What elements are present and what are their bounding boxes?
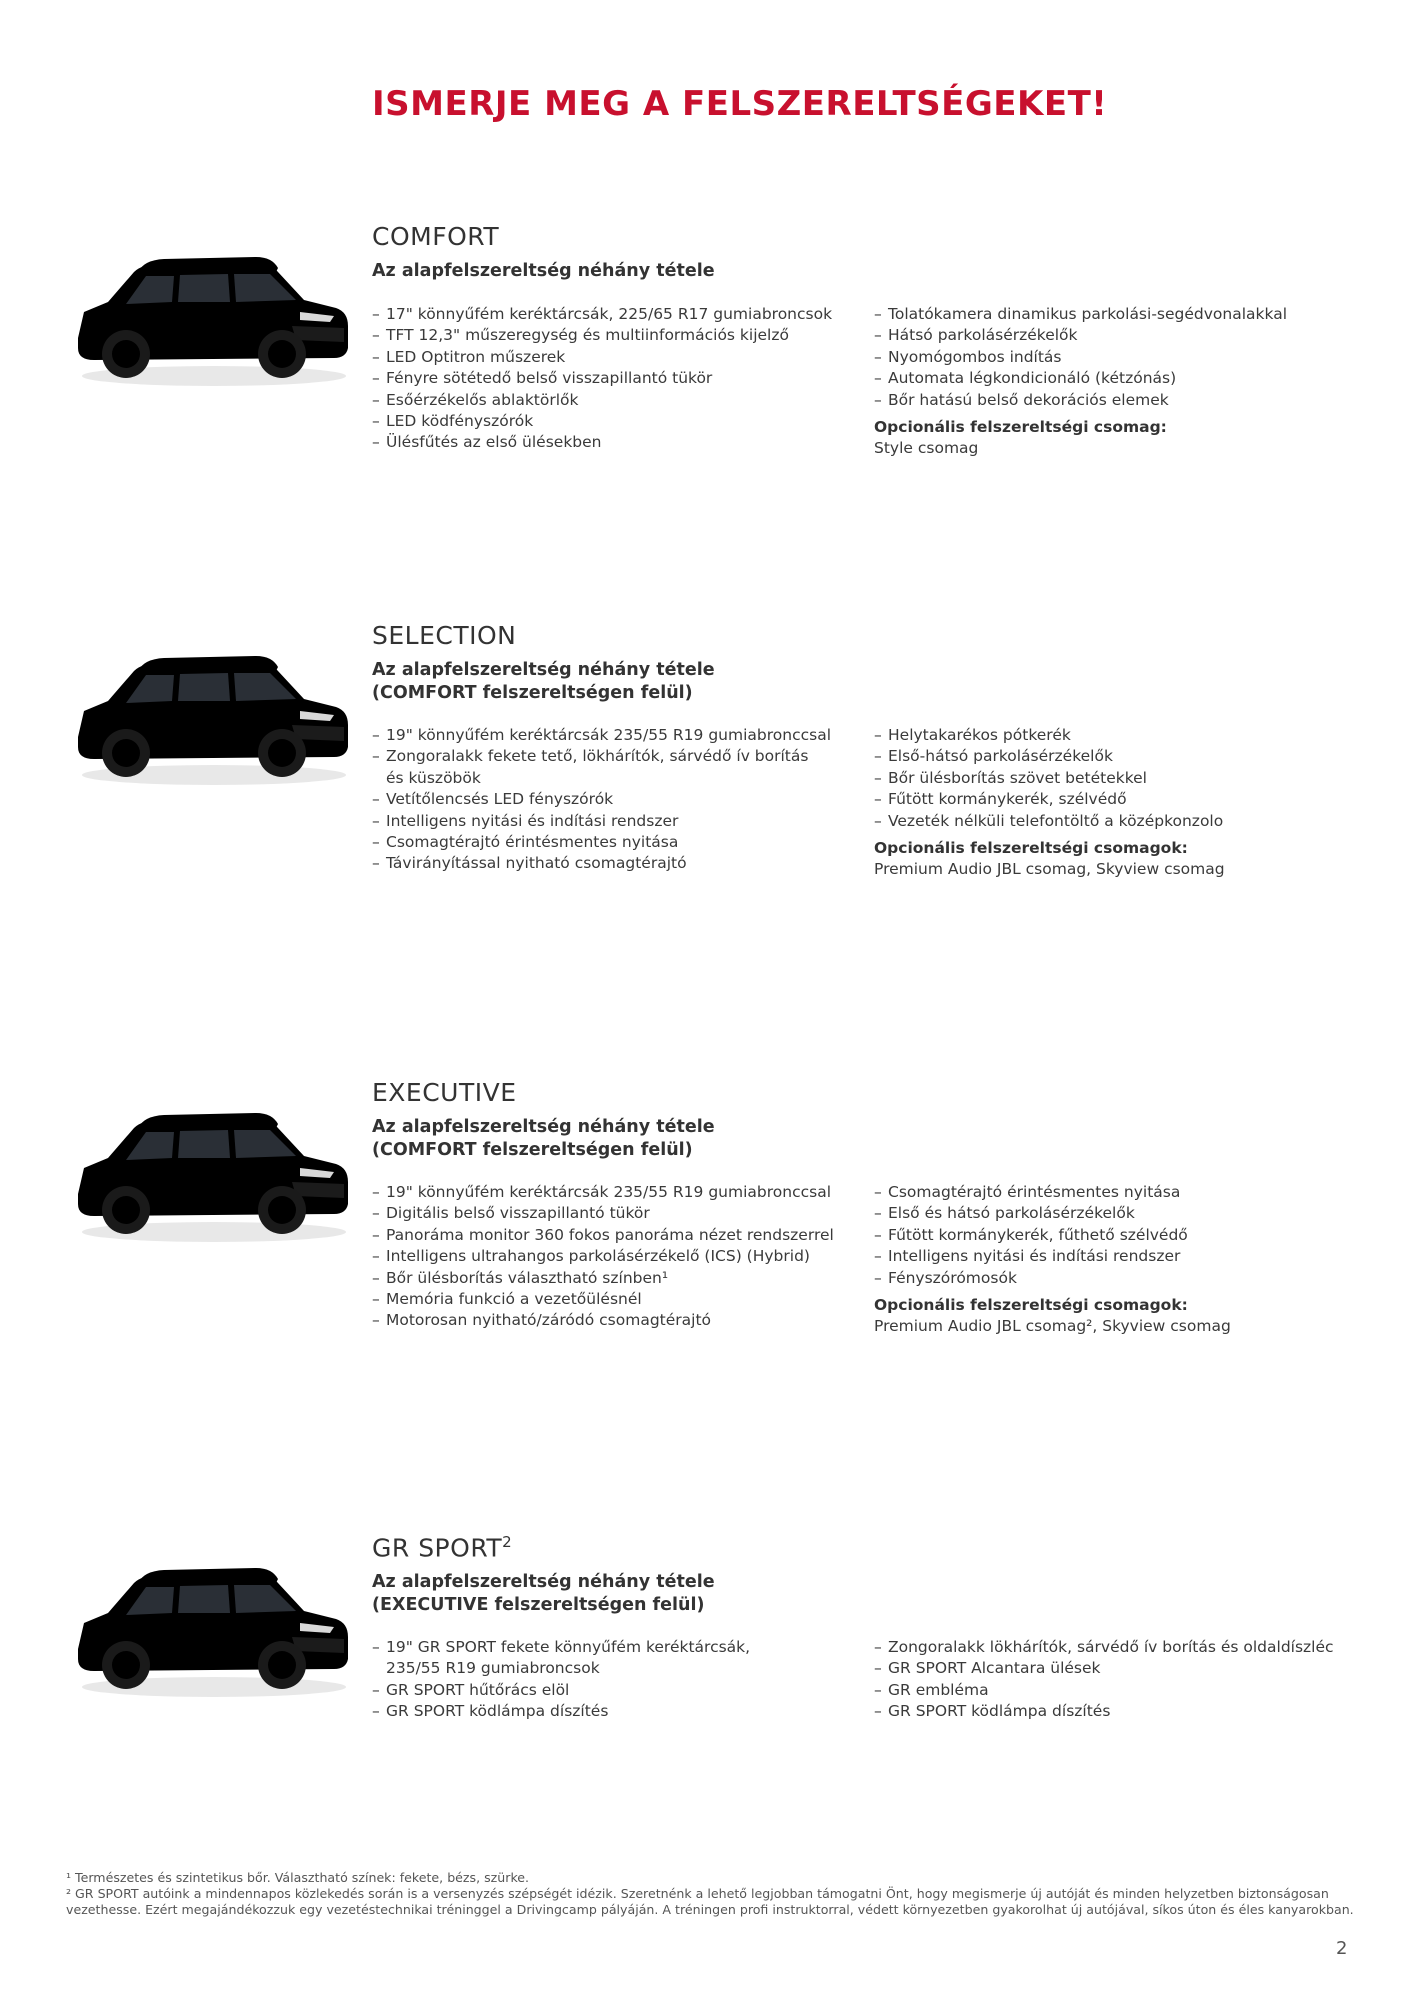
feature-item: – Helytakarékos pótkerék [874,725,1374,746]
feature-item: – LED ködfényszórók [372,411,852,432]
optional-package-list: Premium Audio JBL csomag², Skyview csomag [874,1317,1231,1336]
feature-list-right [874,1182,1374,1289]
page-title: ISMERJE MEG A FELSZERELTSÉGEKET! [372,84,1108,124]
feature-item: – Első és hátsó parkolásérzékelők [874,1203,1374,1224]
feature-list-right [874,725,1374,832]
feature-item: – Első-hátsó parkolásérzékelők [874,746,1374,767]
feature-item: – GR SPORT Alcantara ülések [874,1658,1374,1679]
feature-column-right [874,304,1374,460]
subheading-line: Az alapfelszereltség néhány tétele [372,660,715,680]
feature-list-left [372,725,852,875]
optional-package-title: Opcionális felszereltségi csomagok: [874,839,1188,858]
feature-item: – Panoráma monitor 360 fokos panoráma nézet rendszerrel [372,1225,852,1246]
feature-item: – Ülésfűtés az első ülésekben [372,432,852,453]
footnote-2: ² GR SPORT autóink a mindennapos közlekedés során is a versenyzés szépségét idézik. Szeretnénk a lehető legjobban támogatni Önt, hogy megismerje új autóját és minden helyzetben biztonságosan vezethesse. Ezért megajándékozzuk egy vezetéstechnikai tréninggel a Drivingcamp pályáján. A tréningen profi instruktorral, védett környezetben gyakorolhat új autójával, síkos úton és éles kanyarokban. [66,1885,1354,1917]
feature-item: – Vetítőlencsés LED fényszórók [372,789,852,810]
feature-item: – Tolatókamera dinamikus parkolási-segédvonalakkal [874,304,1374,325]
feature-item: – Fényre sötétedő belső visszapillantó tükör [372,368,852,389]
footnote-marker: 2 [502,1533,513,1551]
feature-item: – Esőérzékelős ablaktörlők [372,390,852,411]
feature-item: – Zongoralakk fekete tető, lökhárítók, sárvédő ív borítás és küszöbök [372,746,826,789]
subheading-line: (EXECUTIVE felszereltségen felül) [372,1595,705,1615]
feature-item: – Zongoralakk lökhárítók, sárvédő ív borítás és oldaldíszléc [874,1637,1374,1658]
feature-list-right [874,304,1374,411]
feature-item: – Hátsó parkolásérzékelők [874,325,1374,346]
subheading-line: (COMFORT felszereltségen felül) [372,1140,693,1160]
footnote-1: ¹ Természetes és szintetikus bőr. Választható színek: fekete, bézs, szürke. [66,1870,530,1885]
grade-name-text: GR SPORT [372,1533,503,1563]
subheading-line: Az alapfelszereltség néhány tétele [372,261,715,281]
optional-package-title: Opcionális felszereltségi csomagok: [874,1296,1188,1315]
feature-list-left [372,1637,852,1723]
feature-item: – Memória funkció a vezetőülésnél [372,1289,852,1310]
subheading-line: (COMFORT felszereltségen felül) [372,683,693,703]
feature-item: – Bőr hatású belső dekorációs elemek [874,390,1374,411]
feature-item: – Intelligens nyitási és indítási rendszer [372,811,852,832]
feature-item: – LED Optitron műszerek [372,347,852,368]
feature-item: – Automata légkondicionáló (kétzónás) [874,368,1374,389]
feature-item: – GR embléma [874,1680,1374,1701]
feature-item: – Bőr ülésborítás szövet betétekkel [874,768,1374,789]
feature-item: – TFT 12,3" műszeregység és multiinformációs kijelző [372,325,852,346]
feature-item: – Csomagtérajtó érintésmentes nyitása [874,1182,1374,1203]
car-image-selection [64,641,354,791]
feature-item: – GR SPORT ködlámpa díszítés [874,1701,1374,1722]
optional-package-title: Opcionális felszereltségi csomag: [874,418,1167,437]
feature-item: – Távirányítással nyitható csomagtérajtó [372,853,852,874]
feature-item: – Intelligens nyitási és indítási rendszer [874,1246,1374,1267]
feature-item: – Nyomógombos indítás [874,347,1374,368]
page-number: 2 [1336,1938,1348,1959]
feature-item: – GR SPORT hűtőrács elöl [372,1680,852,1701]
feature-list-right [874,1637,1374,1723]
optional-package-list: Style csomag [874,439,979,458]
feature-item: – Motorosan nyitható/záródó csomagtérajtó [372,1310,852,1331]
footnotes [66,1870,1356,1917]
subheading-line: Az alapfelszereltség néhány tétele [372,1572,715,1592]
feature-item: – Intelligens ultrahangos parkolásérzékelő (ICS) (Hybrid) [372,1246,852,1267]
feature-item: – 19" GR SPORT fekete könnyűfém keréktárcsák, 235/55 R19 gumiabroncsok [372,1637,786,1680]
feature-item: – Vezeték nélküli telefontöltő a középkonzolo [874,811,1374,832]
feature-item: – Fűtött kormánykerék, szélvédő [874,789,1374,810]
feature-item: – 17" könnyűfém keréktárcsák, 225/65 R17 gumiabroncsok [372,304,852,325]
car-image-comfort [64,242,354,392]
feature-column-right [874,1182,1374,1338]
feature-item: – GR SPORT ködlámpa díszítés [372,1701,852,1722]
grade-name-executive: EXECUTIVE [372,1078,517,1107]
grade-subheading [372,1571,715,1617]
feature-item: – Fűtött kormánykerék, fűthető szélvédő [874,1225,1374,1246]
feature-item: – Fényszórómosók [874,1268,1374,1289]
grade-name-grsport [372,1533,512,1562]
feature-item: – Bőr ülésborítás választható színben¹ [372,1268,852,1289]
feature-list-left [372,1182,852,1332]
feature-item: – Csomagtérajtó érintésmentes nyitása [372,832,852,853]
grade-name-comfort: COMFORT [372,222,500,251]
feature-item: – 19" könnyűfém keréktárcsák 235/55 R19 gumiabronccsal [372,725,852,746]
optional-package-list: Premium Audio JBL csomag, Skyview csomag [874,860,1225,879]
grade-subheading [372,260,715,283]
feature-list-left [372,304,852,454]
car-image-executive [64,1098,354,1248]
feature-item: – 19" könnyűfém keréktárcsák 235/55 R19 gumiabronccsal [372,1182,852,1203]
grade-name-selection: SELECTION [372,621,517,650]
car-image-grsport [64,1553,354,1703]
subheading-line: Az alapfelszereltség néhány tétele [372,1117,715,1137]
feature-item: – Digitális belső visszapillantó tükör [372,1203,852,1224]
grade-subheading [372,659,715,705]
feature-column-right [874,725,1374,881]
grade-subheading [372,1116,715,1162]
